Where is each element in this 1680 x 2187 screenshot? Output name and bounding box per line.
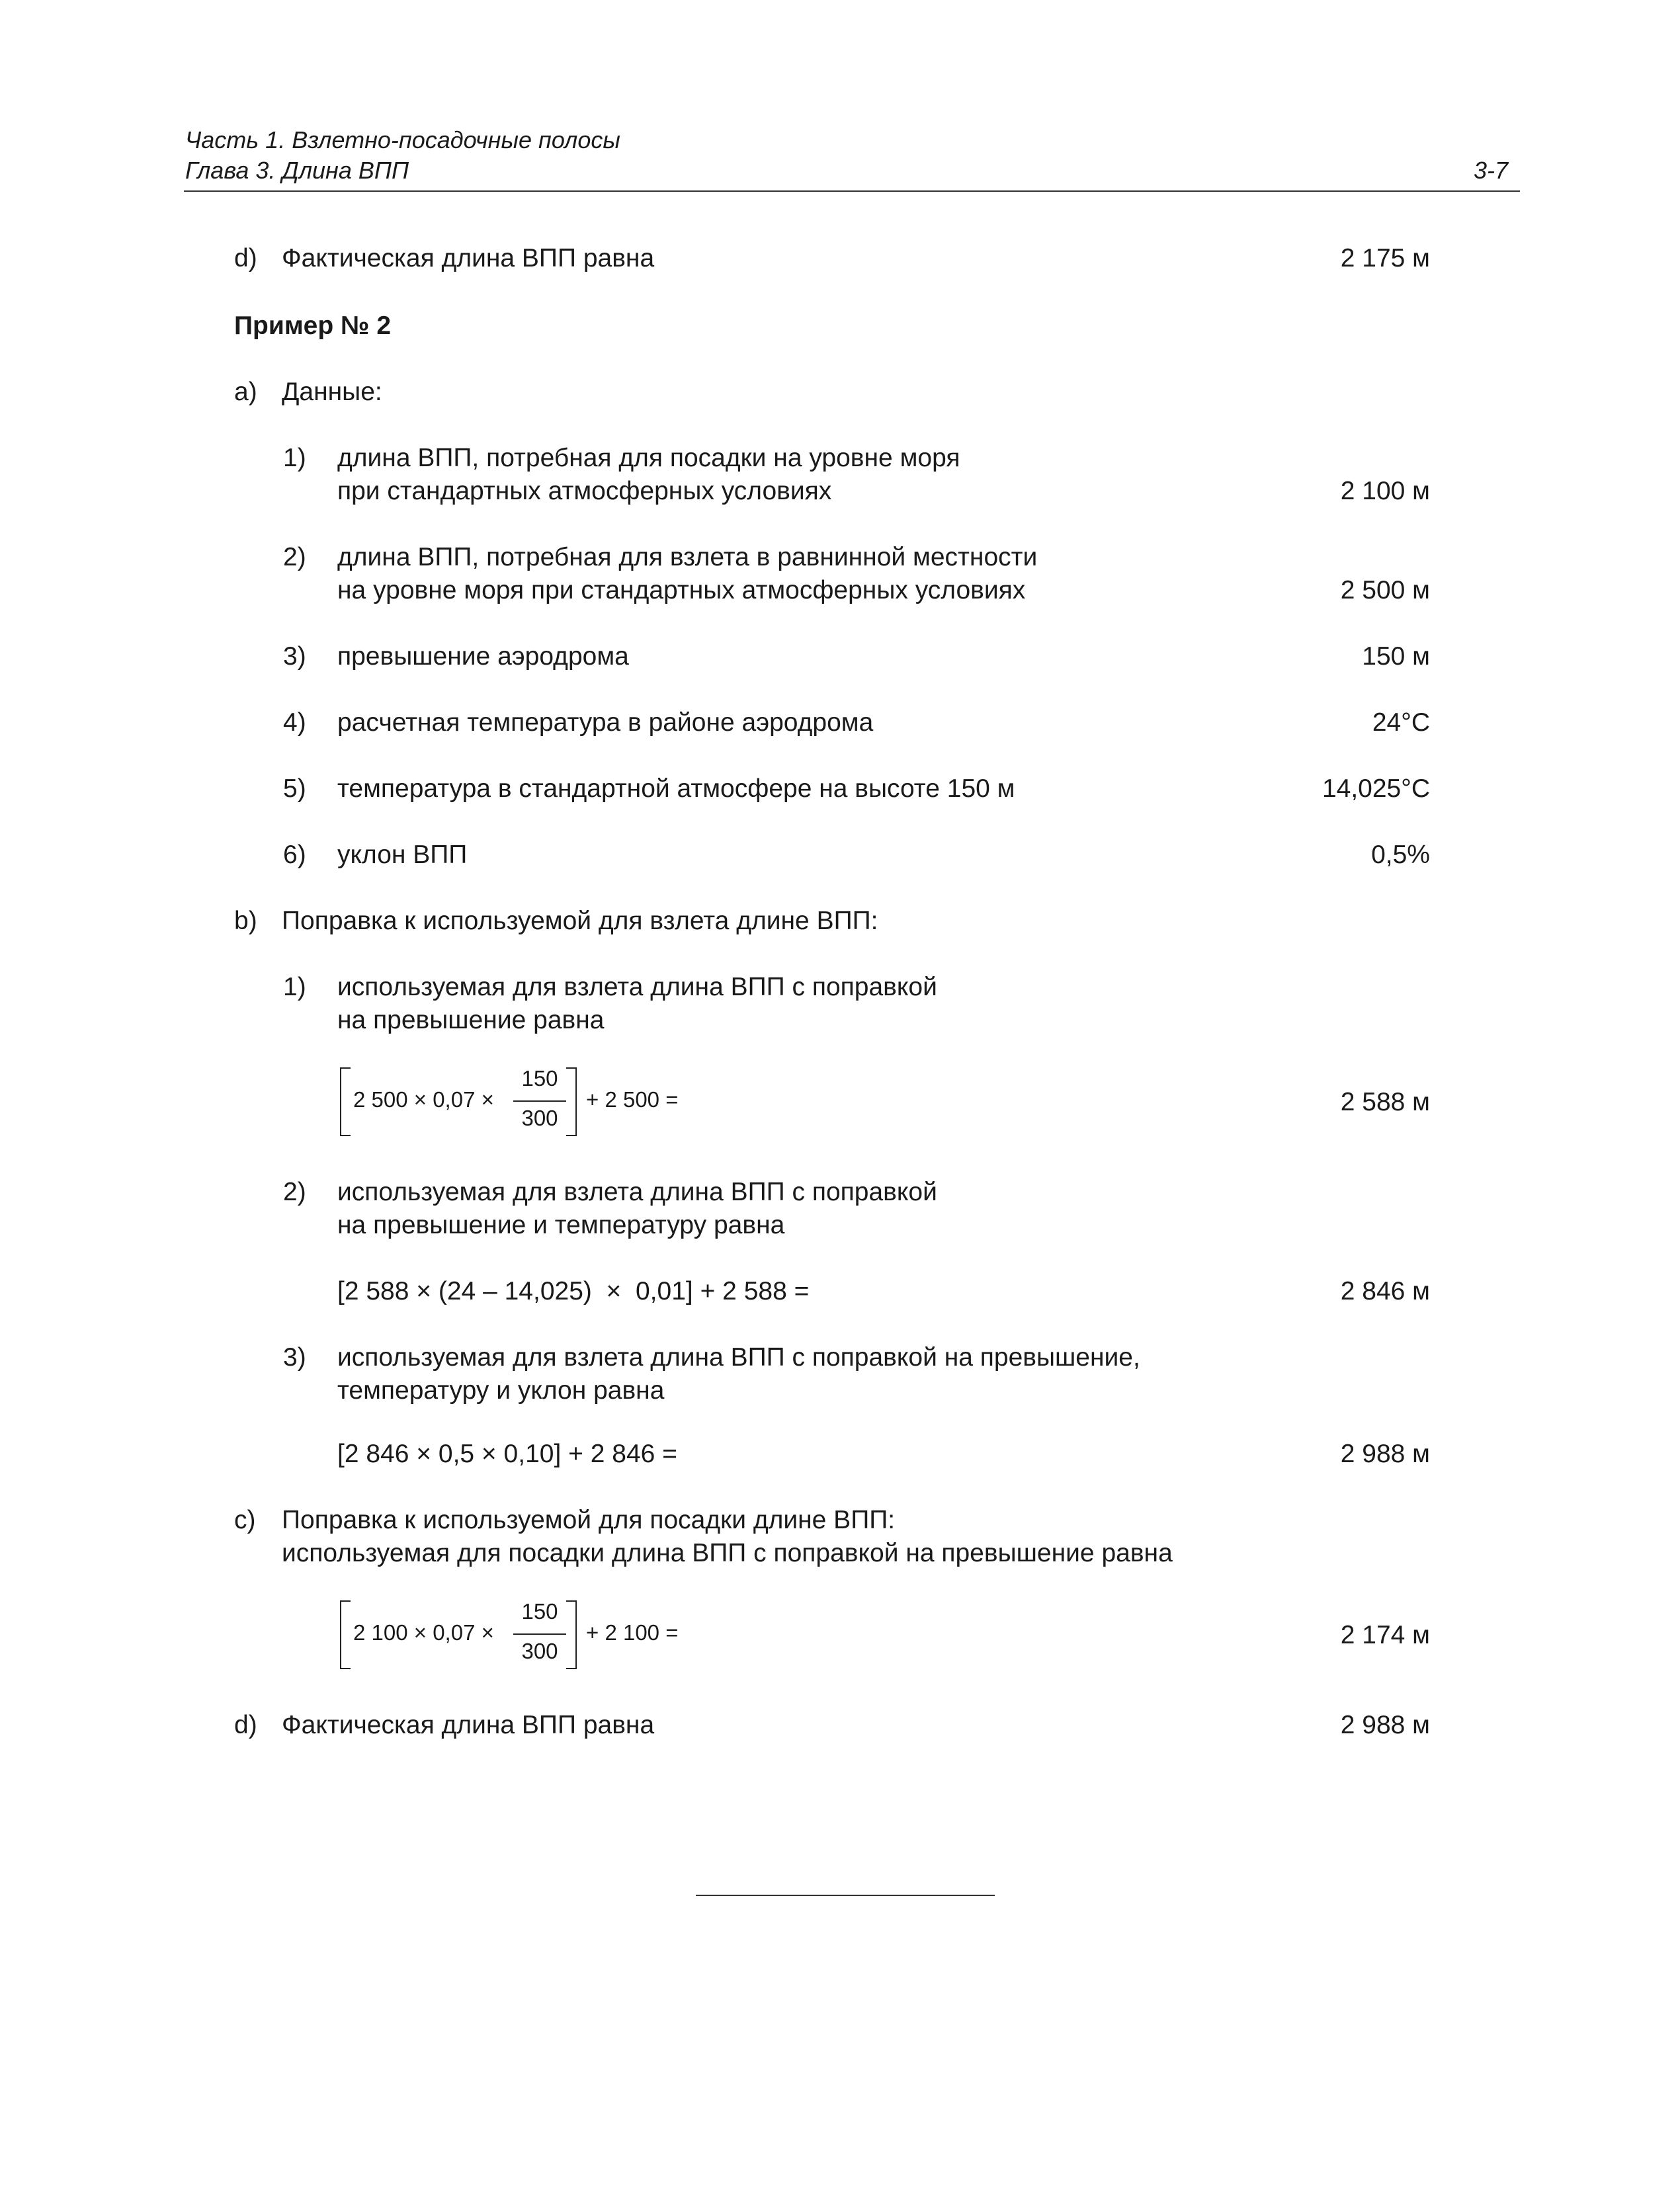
end-of-page-rule — [696, 1895, 995, 1896]
formula-right-part: + 2 100 = — [586, 1620, 679, 1645]
list-item-value: 2 100 м — [1340, 477, 1430, 505]
list-item-text: при стандартных атмосферных условиях — [337, 477, 832, 505]
list-item-value: 2 500 м — [1340, 576, 1430, 604]
formula-line: [2 846 × 0,5 × 0,10] + 2 846 = — [337, 1440, 677, 1468]
section-title: Поправка к используемой для взлета длине ВПП: — [282, 907, 878, 935]
list-item-value: 14,025°C — [1322, 774, 1430, 803]
formula-line: [2 588 × (24 – 14,025) × 0,01] + 2 588 = — [337, 1277, 810, 1305]
list-item-value: 0,5% — [1371, 841, 1430, 869]
list-item-text: длина ВПП, потребная для взлета в равнинной местности — [337, 543, 1038, 571]
fraction-denominator: 300 — [521, 1639, 558, 1663]
list-item-text: используемая для взлета длина ВПП с поправкой — [337, 1178, 937, 1206]
list-item-label: 6) — [283, 841, 306, 869]
formula-left-part: 2 100 × 0,07 × — [353, 1620, 494, 1645]
running-header-chapter: Глава 3. Длина ВПП — [185, 157, 409, 184]
fraction-denominator: 300 — [521, 1106, 558, 1130]
list-item-text: уклон ВПП — [337, 841, 468, 869]
section-label: c) — [234, 1506, 256, 1534]
section-label: d) — [234, 1711, 257, 1739]
formula-right-part: + 2 500 = — [586, 1087, 679, 1112]
formula-left-part: 2 500 × 0,07 × — [353, 1087, 494, 1112]
section-label: a) — [234, 378, 257, 406]
list-item-value: 2 588 м — [1340, 1088, 1430, 1116]
left-bracket — [340, 1600, 351, 1669]
item-value: 2 175 м — [1340, 244, 1430, 272]
list-item-label: 2) — [283, 1178, 306, 1206]
fraction-numerator: 150 — [521, 1599, 558, 1624]
list-item-label: 2) — [283, 543, 306, 571]
right-bracket — [566, 1600, 577, 1669]
list-item-text: на уровне моря при стандартных атмосферных условиях — [337, 576, 1026, 604]
section-value: 2 988 м — [1340, 1711, 1430, 1739]
example-title: Пример № 2 — [234, 311, 392, 340]
fraction-bar — [513, 1100, 566, 1102]
list-item-value: 2 846 м — [1340, 1277, 1430, 1305]
section-text: используемая для посадки длина ВПП с поправкой на превышение равна — [282, 1539, 1173, 1567]
header-rule — [184, 190, 1520, 192]
list-item-label: 1) — [283, 973, 306, 1001]
list-item-text: длина ВПП, потребная для посадки на уровне моря — [337, 444, 960, 472]
list-item-label: 1) — [283, 444, 306, 472]
list-item-text: на превышение равна — [337, 1006, 605, 1034]
section-text: Фактическая длина ВПП равна — [282, 1711, 655, 1739]
list-item-label: 4) — [283, 708, 306, 737]
section-value: 2 174 м — [1340, 1621, 1430, 1649]
left-bracket — [340, 1067, 351, 1136]
section-label: b) — [234, 907, 257, 935]
item-label: d) — [234, 244, 257, 272]
list-item-label: 3) — [283, 1343, 306, 1372]
section-title: Данные: — [282, 378, 382, 406]
running-header-part: Часть 1. Взлетно-посадочные полосы — [185, 126, 620, 153]
list-item-label: 5) — [283, 774, 306, 803]
fraction-formula — [340, 1599, 697, 1672]
list-item-text: используемая для взлета длина ВПП с поправкой на превышение, — [337, 1343, 1140, 1372]
list-item-text: на превышение и температуру равна — [337, 1211, 785, 1239]
right-bracket — [566, 1067, 577, 1136]
list-item-value: 2 988 м — [1340, 1440, 1430, 1468]
item-text: Фактическая длина ВПП равна — [282, 244, 655, 272]
page-number: 3-7 — [1473, 157, 1508, 184]
list-item-text: используемая для взлета длина ВПП с поправкой — [337, 973, 937, 1001]
list-item-value: 24°C — [1372, 708, 1430, 737]
list-item-text: температура в стандартной атмосфере на высоте 150 м — [337, 774, 1015, 803]
section-title: Поправка к используемой для посадки длине ВПП: — [282, 1506, 896, 1534]
fraction-formula — [340, 1066, 697, 1139]
list-item-value: 150 м — [1362, 642, 1430, 671]
list-item-label: 3) — [283, 642, 306, 671]
list-item-text: расчетная температура в районе аэродрома — [337, 708, 874, 737]
fraction-numerator: 150 — [521, 1066, 558, 1091]
fraction-bar — [513, 1633, 566, 1635]
list-item-text: температуру и уклон равна — [337, 1376, 665, 1405]
list-item-text: превышение аэродрома — [337, 642, 629, 671]
